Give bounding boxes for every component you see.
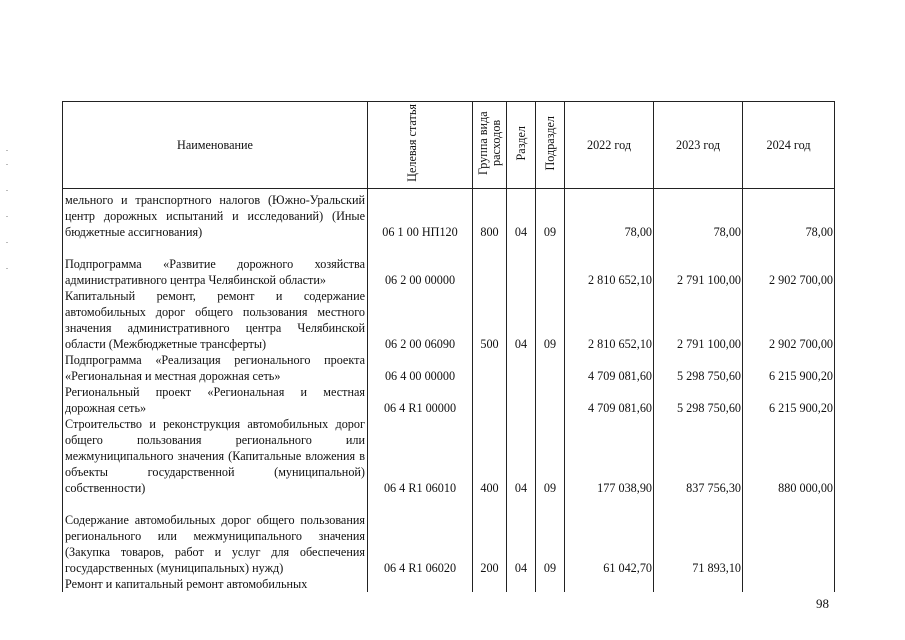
row-2022: 4 709 081,60 (565, 352, 654, 384)
row-2023: 71 893,10 (654, 496, 743, 576)
row-section: 04 (507, 496, 536, 576)
row-2022: 2 810 652,10 (565, 240, 654, 288)
row-2023: 5 298 750,60 (654, 352, 743, 384)
header-2022: 2022 год (565, 102, 654, 189)
table-row (63, 496, 835, 576)
row-group: 200 (473, 496, 507, 576)
row-subsection: 09 (536, 416, 565, 496)
table-header-row (63, 102, 835, 189)
row-2024 (743, 576, 835, 592)
row-group (473, 352, 507, 384)
row-2022: 177 038,90 (565, 416, 654, 496)
row-code: 06 4 00 00000 (368, 352, 473, 384)
row-name: Строительство и реконструкция автомобильных дорог общего пользования регионального или межмуниципального значения (Капитальные вложения в объекты государственной (муниципальной) собственности) (63, 416, 368, 496)
row-subsection (536, 240, 565, 288)
table-row (63, 189, 835, 240)
row-subsection (536, 352, 565, 384)
row-group (473, 240, 507, 288)
row-section: 04 (507, 189, 536, 240)
row-2024: 6 215 900,20 (743, 384, 835, 416)
row-code (368, 576, 473, 592)
row-2024: 2 902 700,00 (743, 288, 835, 352)
header-2023: 2023 год (654, 102, 743, 189)
row-subsection (536, 576, 565, 592)
table-row (63, 352, 835, 384)
row-2023: 837 756,30 (654, 416, 743, 496)
row-name: Подпрограмма «Развитие дорожного хозяйства административного центра Челябинской области» (63, 240, 368, 288)
table-row (63, 576, 835, 592)
header-2024: 2024 год (743, 102, 835, 189)
row-group (473, 576, 507, 592)
row-code: 06 2 00 00000 (368, 240, 473, 288)
row-group (473, 384, 507, 416)
row-code: 06 4 R1 00000 (368, 384, 473, 416)
row-name: Капитальный ремонт, ремонт и содержание автомобильных дорог общего пользования местного значения административного центра Челябинской области (Межбюджетные трансферты) (63, 288, 368, 352)
row-2024: 880 000,00 (743, 416, 835, 496)
row-2023: 5 298 750,60 (654, 384, 743, 416)
row-2022 (565, 576, 654, 592)
row-section: 04 (507, 416, 536, 496)
header-section: Раздел (507, 102, 536, 189)
scan-margin-marks (6, 150, 10, 270)
header-expense-group: Группа вида расходов (473, 102, 507, 189)
row-2023: 2 791 100,00 (654, 288, 743, 352)
row-code: 06 1 00 НП120 (368, 189, 473, 240)
row-section (507, 576, 536, 592)
page-number: 98 (816, 596, 829, 611)
row-section (507, 240, 536, 288)
row-section (507, 352, 536, 384)
row-2024 (743, 496, 835, 576)
budget-table (62, 101, 835, 592)
table-row (63, 240, 835, 288)
row-name: Ремонт и капитальный ремонт автомобильных (63, 576, 368, 592)
row-section: 04 (507, 288, 536, 352)
header-subsection: Подраздел (536, 102, 565, 189)
row-2023 (654, 576, 743, 592)
row-name: мельного и транспортного налогов (Южно-Уральский центр дорожных испытаний и исследований) (Иные бюджетные ассигнования) (63, 189, 368, 240)
row-2023: 78,00 (654, 189, 743, 240)
row-subsection (536, 384, 565, 416)
table-row (63, 384, 835, 416)
row-2022: 61 042,70 (565, 496, 654, 576)
row-group: 400 (473, 416, 507, 496)
row-code: 06 2 00 06090 (368, 288, 473, 352)
row-subsection: 09 (536, 288, 565, 352)
row-2022: 2 810 652,10 (565, 288, 654, 352)
row-2023: 2 791 100,00 (654, 240, 743, 288)
table-row (63, 416, 835, 496)
row-2022: 4 709 081,60 (565, 384, 654, 416)
table-row (63, 288, 835, 352)
row-name: Подпрограмма «Реализация регионального проекта «Региональная и местная дорожная сеть» (63, 352, 368, 384)
row-name: Содержание автомобильных дорог общего пользования регионального или межмуниципального значения (Закупка товаров, работ и услуг для обеспечения государственных (муниципальных) нужд) (63, 496, 368, 576)
row-subsection: 09 (536, 189, 565, 240)
header-target-article: Целевая статья (368, 102, 473, 189)
row-group: 800 (473, 189, 507, 240)
row-code: 06 4 R1 06010 (368, 416, 473, 496)
header-name: Наименование (63, 102, 368, 189)
row-2024: 6 215 900,20 (743, 352, 835, 384)
row-subsection: 09 (536, 496, 565, 576)
row-name: Региональный проект «Региональная и местная дорожная сеть» (63, 384, 368, 416)
row-2024: 2 902 700,00 (743, 240, 835, 288)
row-2024: 78,00 (743, 189, 835, 240)
row-section (507, 384, 536, 416)
row-code: 06 4 R1 06020 (368, 496, 473, 576)
row-group: 500 (473, 288, 507, 352)
row-2022: 78,00 (565, 189, 654, 240)
